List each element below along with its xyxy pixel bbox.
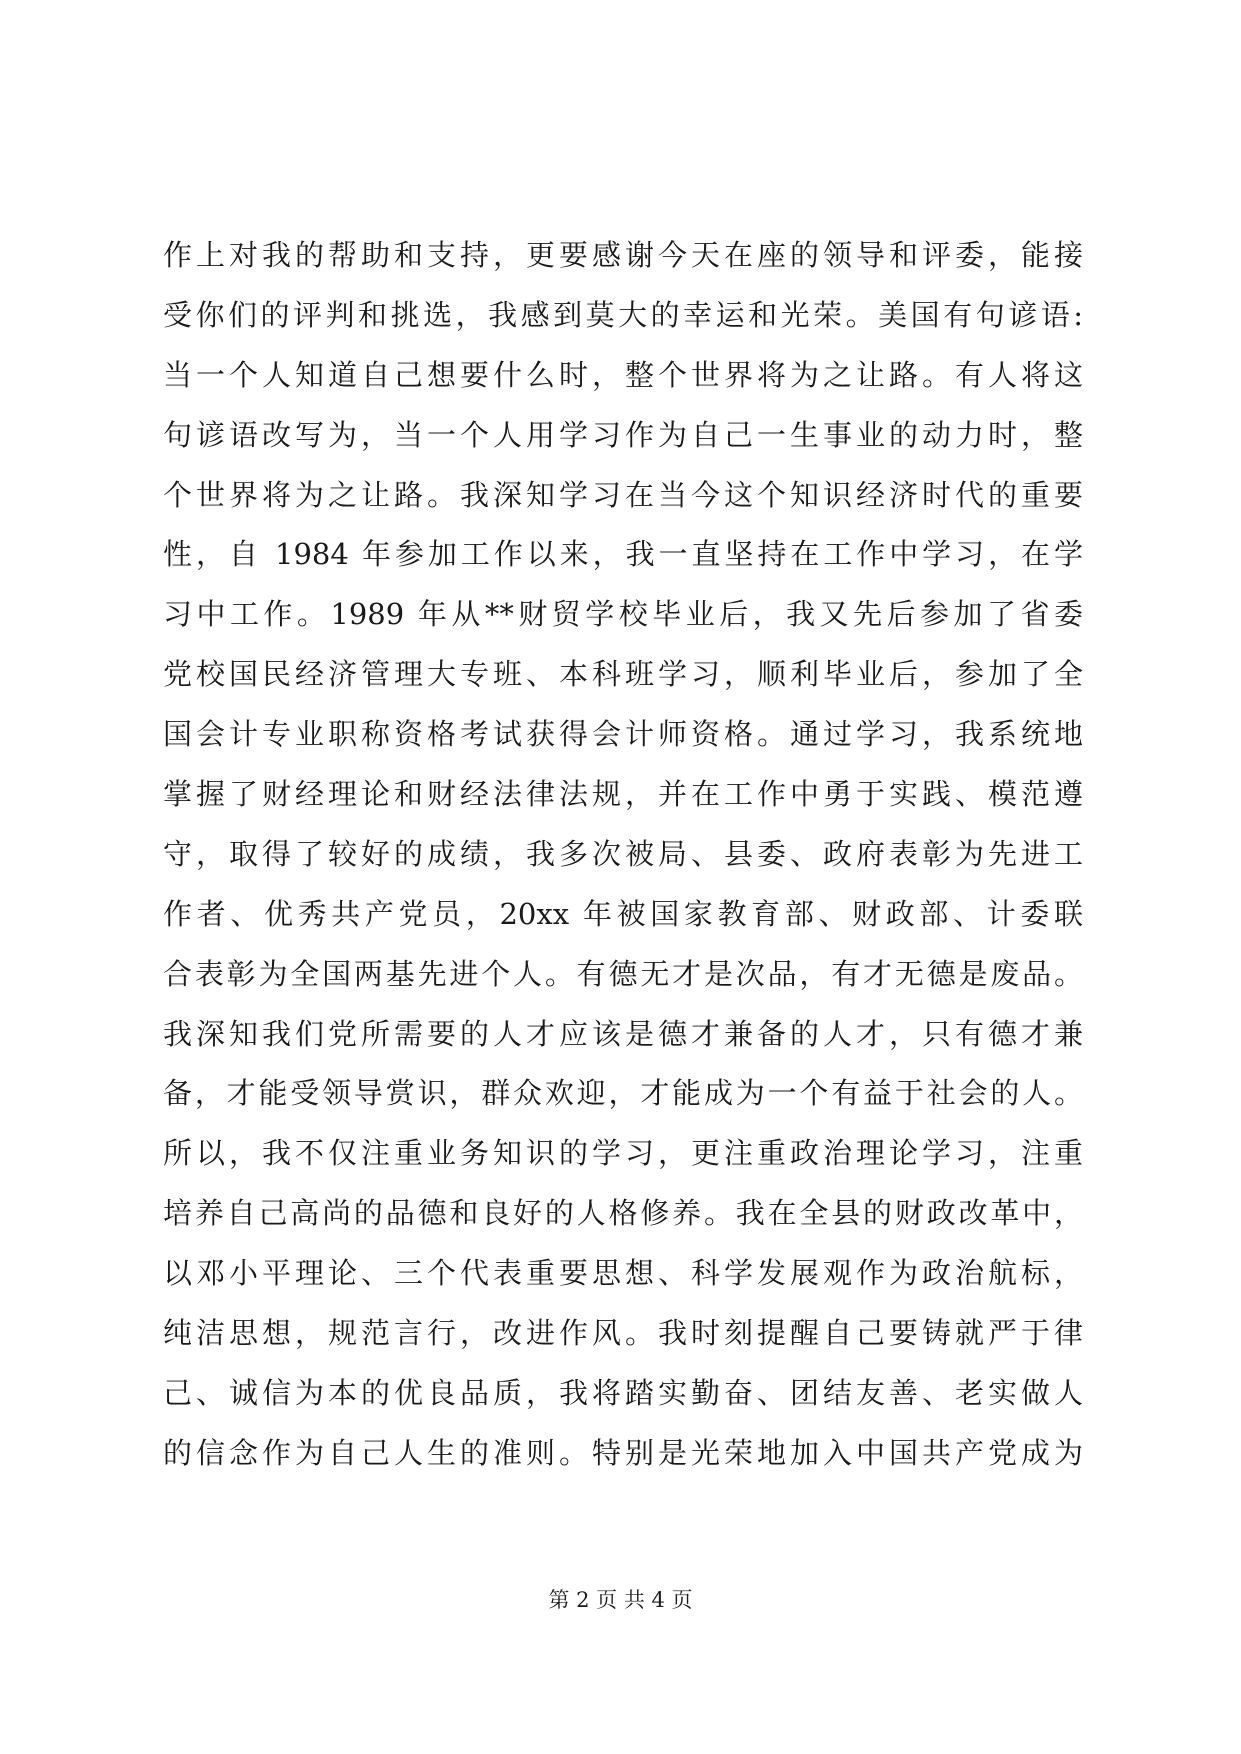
- text-line: 以邓小平理论、三个代表重要思想、科学发展观作为政治航标，: [163, 1256, 1083, 1291]
- text-line: 己、诚信为本的优良品质，我将踏实勤奋、团结友善、老实做人: [163, 1375, 1083, 1410]
- text-line: 习中工作。1989 年从**财贸学校毕业后，我又先后参加了省委: [163, 597, 1083, 632]
- text-line: 性，自 1984 年参加工作以来，我一直坚持在工作中学习，在学: [163, 537, 1083, 572]
- text-line: 守，取得了较好的成绩，我多次被局、县委、政府表彰为先进工: [163, 836, 1083, 871]
- text-line: 我深知我们党所需要的人才应该是德才兼备的人才，只有德才兼: [163, 1016, 1083, 1051]
- text-line: 合表彰为全国两基先进个人。有德无才是次品，有才无德是废品。: [163, 956, 1083, 991]
- page-number-label: 第 2 页 共 4 页: [548, 1588, 693, 1612]
- text-line: 国会计专业职称资格考试获得会计师资格。通过学习，我系统地: [163, 717, 1083, 752]
- text-line: 备，才能受领导赏识，群众欢迎，才能成为一个有益于社会的人。: [163, 1076, 1083, 1111]
- page-footer: [0, 1586, 1241, 1614]
- text-line: 党校国民经济管理大专班、本科班学习，顺利毕业后，参加了全: [163, 657, 1083, 692]
- body-text: [163, 226, 1083, 1484]
- text-line: 作者、优秀共产党员，20xx 年被国家教育部、财政部、计委联: [163, 896, 1083, 931]
- text-line: 个世界将为之让路。我深知学习在当今这个知识经济时代的重要: [163, 477, 1083, 512]
- text-line: 所以，我不仅注重业务知识的学习，更注重政治理论学习，注重: [163, 1136, 1083, 1171]
- text-line: 培养自己高尚的品德和良好的人格修养。我在全县的财政改革中，: [163, 1196, 1083, 1231]
- text-line: 掌握了财经理论和财经法律法规，并在工作中勇于实践、模范遵: [163, 777, 1083, 812]
- text-line: 句谚语改写为，当一个人用学习作为自己一生事业的动力时，整: [163, 417, 1083, 452]
- text-line: 作上对我的帮助和支持，更要感谢今天在座的领导和评委，能接: [163, 238, 1083, 272]
- text-line: 受你们的评判和挑选，我感到莫大的幸运和光荣。美国有句谚语:: [163, 297, 1083, 332]
- text-line: 纯洁思想，规范言行，改进作风。我时刻提醒自己要铸就严于律: [163, 1316, 1083, 1351]
- text-line: 的信念作为自己人生的准则。特别是光荣地加入中国共产党成为: [163, 1435, 1083, 1470]
- text-line: 当一个人知道自己想要什么时，整个世界将为之让路。有人将这: [163, 357, 1083, 392]
